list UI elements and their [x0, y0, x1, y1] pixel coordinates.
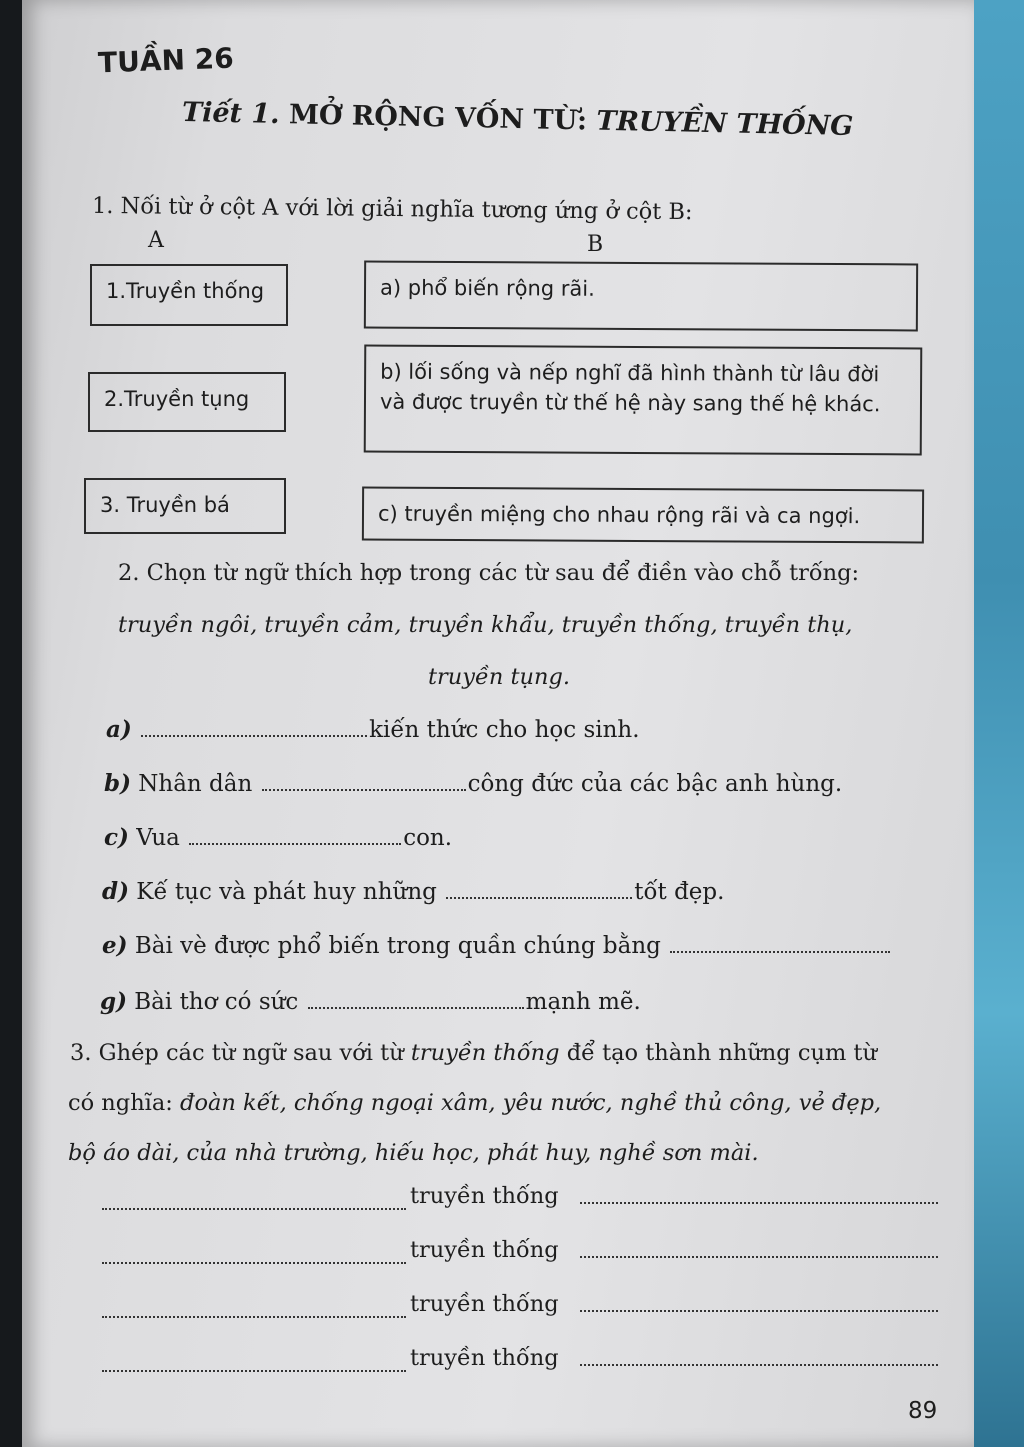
fill-item-g: [100, 988, 641, 1015]
fill-item-b-blank[interactable]: [262, 789, 466, 791]
fill-item-g-blank[interactable]: [308, 1007, 524, 1009]
fill-item-e-label: e): [102, 932, 128, 959]
fill-item-g-before: Bài thơ có sức: [134, 989, 299, 1015]
exercise3-blank-2-right[interactable]: [580, 1256, 938, 1258]
week-title: TUẦN 26: [97, 41, 235, 80]
fill-item-a-label: a): [106, 716, 132, 743]
fill-item-c-blank[interactable]: [189, 843, 401, 845]
column-a-item-2: 2.Truyền tụng: [88, 372, 286, 432]
exercise3-fill-word-3: truyền thống: [410, 1291, 559, 1317]
column-a-item-3: 3. Truyền bá: [84, 478, 286, 534]
exercise3-blank-2-left[interactable]: [102, 1262, 406, 1264]
fill-item-a-blank[interactable]: [141, 735, 367, 737]
exercise3-line3: [68, 1140, 759, 1166]
fill-item-d-blank[interactable]: [446, 897, 632, 899]
exercise3-line1: [70, 1040, 877, 1066]
fill-item-g-label: g): [100, 988, 127, 1015]
column-b-item-b: b) lối sống và nếp nghĩ đã hình thành từ lâu đời và được truyền từ thế hệ này sang thế hệ khác.: [364, 345, 923, 456]
fill-item-a-after: kiến thức cho học sinh.: [369, 717, 640, 743]
exercise3-fill-word-1: truyền thống: [410, 1183, 559, 1209]
exercise3-line1-emphasis: truyền thống: [410, 1040, 560, 1066]
fill-item-c-after: con.: [403, 825, 453, 851]
fill-item-d: [102, 878, 724, 905]
fill-item-e-blank[interactable]: [670, 951, 890, 953]
exercise1-instruction: 1. Nối từ ở cột A với lời giải nghĩa tương ứng ở cột B:: [91, 192, 693, 226]
fill-item-b: [104, 770, 842, 797]
fill-item-b-before: Nhân dân: [138, 771, 253, 797]
fill-item-b-label: b): [104, 770, 131, 797]
fill-item-g-after: mạnh mẽ.: [525, 989, 641, 1015]
fill-item-d-label: d): [102, 878, 129, 905]
fill-item-d-after: tốt đẹp.: [634, 879, 725, 905]
exercise3-line2-emphasis: đoàn kết, chống ngoại xâm, yêu nước, nghề thủ công, vẻ đẹp,: [180, 1090, 882, 1116]
page-edge-background: [972, 0, 1024, 1447]
column-b-heading: B: [587, 232, 604, 257]
exercise3-fill-word-4: truyền thống: [410, 1345, 559, 1371]
fill-item-c: [104, 824, 452, 851]
exercise3-blank-4-left[interactable]: [102, 1370, 406, 1372]
fill-item-e: [102, 932, 892, 959]
exercise3-fill-word-2: truyền thống: [410, 1237, 559, 1263]
exercise3-blank-1-right[interactable]: [580, 1202, 938, 1204]
exercise3-line2: [68, 1090, 881, 1116]
fill-item-e-before: Bài vè được phổ biến trong quần chúng bằng: [134, 933, 661, 959]
exercise3-blank-3-right[interactable]: [580, 1310, 938, 1312]
lesson-topic: TRUYỀN THỐNG: [596, 105, 854, 143]
exercise3-line2-a: có nghĩa:: [68, 1090, 173, 1116]
fill-item-c-before: Vua: [136, 825, 180, 851]
fill-item-d-before: Kế tục và phát huy những: [136, 879, 437, 905]
exercise3-blank-1-left[interactable]: [102, 1208, 406, 1210]
column-a-item-1: 1.Truyền thống: [90, 264, 288, 326]
lesson-main: MỞ RỘNG VỐN TỪ:: [288, 99, 588, 137]
column-b-item-c: c) truyền miệng cho nhau rộng rãi và ca ngợi.: [362, 487, 924, 544]
exercise3-blank-4-right[interactable]: [580, 1364, 938, 1366]
exercise2-word-list-line2: truyền tụng.: [428, 664, 571, 690]
fill-item-c-label: c): [104, 824, 129, 851]
exercise2-instruction: 2. Chọn từ ngữ thích hợp trong các từ sau để điền vào chỗ trống:: [118, 560, 860, 586]
lesson-prefix: Tiết 1.: [181, 96, 280, 131]
column-b-item-a: a) phổ biến rộng rãi.: [364, 261, 918, 332]
lesson-title: [182, 97, 854, 142]
fill-item-b-after: công đức của các bậc anh hùng.: [467, 771, 843, 797]
exercise3-line1-a: 3. Ghép các từ ngữ sau với từ: [70, 1040, 404, 1066]
exercise3-blank-3-left[interactable]: [102, 1316, 406, 1318]
exercise3-line1-b: để tạo thành những cụm từ: [566, 1040, 877, 1066]
column-a-heading: A: [148, 228, 164, 253]
exercise3-line3-emphasis: bộ áo dài, của nhà trường, hiếu học, phát huy, nghề sơn mài.: [68, 1140, 759, 1166]
page-number: 89: [908, 1398, 938, 1424]
fill-item-a: [106, 716, 640, 743]
exercise2-word-list-line1: truyền ngôi, truyền cảm, truyền khẩu, truyền thống, truyền thụ,: [118, 612, 853, 638]
workbook-page: [22, 0, 974, 1447]
